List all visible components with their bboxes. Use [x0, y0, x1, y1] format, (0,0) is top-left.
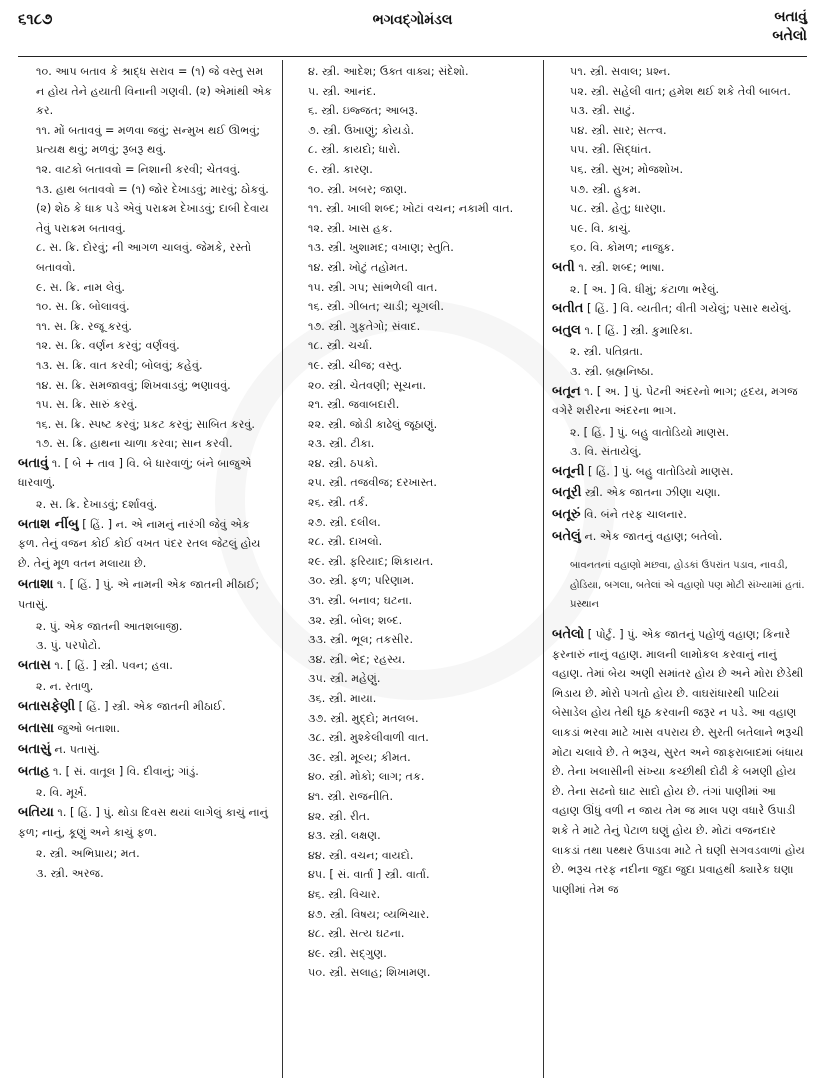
sense-line: ૧૪. સ. ક્રિ. સમજાવવું; શિખવાડવું; ભણાવવું. [36, 378, 231, 392]
dictionary-entry [552, 505, 807, 525]
sense-line: ૧૩. હાથ બતાવવો = (૧) જોર દેખાડવું; મારવું; ઠોકવું. (૨) શેઠ કે ધાક પડે એવું પરાક્રમ દેખાડવું; દાબી દેવાય તેવું પરાક્રમ બતાવવું. [36, 182, 269, 235]
sense-line: ૨૩. સ્ત્રી. ટીકા. [308, 437, 375, 451]
page-header [18, 8, 807, 52]
sense-line: ૧૮. સ્ત્રી. ચર્ચા. [308, 339, 373, 353]
sense-line: ૧૧. મોં બતાવવું = મળવા જવું; સન્મુખ થઈ ઊભવું; પ્રત્યક્ષ થવું; મળવું; રૂબરૂ થવું. [36, 123, 261, 157]
sense-line: ૩૩. સ્ત્રી. ભૂલ; તકસીર. [308, 633, 413, 647]
sense-line: ૧૦. સ્ત્રી. ખબર; જાણ. [308, 182, 408, 196]
sense-line: ૩૭. સ્ત્રી. મુદ્દો; મતલબ. [308, 711, 419, 725]
sense-line: ૧૦. આપ બતાવ કે શ્રાદ્ધ સરાવ = (૧) જે વસ્તુ સમ ન હોય તેને હયાતી વિનાની ગણવી. (૨) એમાંથી એક કર. [36, 65, 272, 118]
sense-line: ૩૧. સ્ત્રી. બનાવ; ઘટના. [308, 594, 413, 608]
sense-line: ૪૦. સ્ત્રી. મોકો; લાગ; તક. [308, 770, 425, 784]
dictionary-entry [552, 483, 807, 503]
sense-line: ૫૬. સ્ત્રી. સુખ; મોજશોખ. [570, 162, 684, 176]
sense-line: ૧૦. સ. ક્રિ. બોલાવવું. [36, 300, 130, 314]
sense-line: ૫૪. સ્ત્રી. સાર; સત્ત્વ. [570, 123, 667, 137]
definition-text: ૧. સ્ત્રી. શબ્દ; ભાષા. [574, 260, 665, 274]
definition-text: ૧. [ અ. ] પું. પેટની અંદરનો ભાગ; હૃદય, મગજ વગેરે શરીરના અંદરના ભાગ. [552, 384, 798, 418]
dictionary-entry [18, 803, 273, 842]
sense-line: ૯. સ. ક્રિ. નામ લેવું. [36, 280, 125, 294]
headword: બતાસું [18, 742, 51, 758]
sense-line: ૨૪. સ્ત્રી. ઠપકો. [308, 456, 378, 470]
sense-line: ૨૫. સ્ત્રી. તજવીજ; દરખાસ્ત. [308, 476, 437, 490]
definition-text: ન. પતાસું. [50, 743, 100, 757]
definition-text: [ પોર્ટુ. ] પું. એક જાતનું પહોળું વહાણ; કિનારે ફરનારું નાનું વહાણ. માલની લામોકલ કરવાનું નાનું વહાણ. તેમાં બેય અણી સમાંતર હોય છે અને મોરા છેડેથી ભિડાય છે. મોરો પગતો હોય છે. વાઘરાંધારથી પાટિયાં બેસાડેલ હોય તેથી ઘૂઠ કરવાની જરૂર ન પડે. આ વહાણ લાકડાં ભરવા માટે ખાસ વપરાય છે. સુરતી બતેલાને ભરૂચી મોટા ચલાવે છે. તે ભરૂચ, સુરત અને જાફરાબાદમાં બંધાય છે. તેના ખલાસીની સંખ્યા કચ્છીથી દોઢી કે બમણી હોય છે. તેના સઢનો ઘાટ સાદો હોય છે. તંગાં પાણીમાં આ વહાણ ઊંધું વળી ન જાય તેમ જ માલ પણ વધારે ઉપાડી શકે તે માટે તેનું પેટાળ ઘણું હોય છે. મોટાં વજનદાર લાકડાં તથા પથ્થર ઉપાડવા માટે તે ઘણી સગવડવાળાં હોય છે. ભરૂચ તરફ નદીના જુદા જુદા પ્રવાહથી ક્યારેક ઘણા પાણીમાં તેમ જ [552, 628, 805, 896]
definition-text: [ હિં. ] ન. એ નામનું નારંગી જેવું એક ફળ. તેનું વજન કોઈ કોઈ વખત પંદર રતલ જેટલું હોય છે. તેનું મૂળ વતન મલાયા છે. [18, 517, 261, 570]
sense-line: ૨૭. સ્ત્રી. દલીલ. [308, 515, 381, 529]
dictionary-entry [18, 762, 273, 782]
sense-line: ૨૨. સ્ત્રી. જોડી કાઢેલું જૂઠાણું. [308, 417, 438, 431]
headword: બતેલો [552, 627, 585, 643]
definition-text: ૧. [ હિં. ] સ્ત્રી. કુમારિકા. [580, 323, 693, 337]
definition-text: ૧. [ બે + તાવ ] વિ. બે ધારવાળું; બંને બાજુએ ધારવાળું. [18, 456, 252, 490]
sense-line: ૪૨. સ્ત્રી. રીત. [308, 809, 370, 823]
dictionary-entry [18, 575, 273, 614]
headword: બતાસ [18, 657, 51, 673]
sense-line: ૧૭. સ્ત્રી. ગુફતેગો; સંવાદ. [308, 319, 421, 333]
column-divider [543, 60, 544, 1078]
definition-text: વિ. બંને તરફ ચાલનાર. [580, 508, 687, 522]
sense-line: ૧૭. સ. ક્રિ. હાથના ચાળા કરવા; સાન કરવી. [36, 437, 233, 451]
sense-line: ૧૫. સ્ત્રી. ગપ; સાંભળેલી વાત. [308, 280, 438, 294]
sense-line: ૩૮. સ્ત્રી. મુશ્કેલીવાળી વાત. [308, 731, 429, 745]
sense-line: ૮. સ્ત્રી. કાયદો; ધારો. [308, 143, 401, 157]
definition-text: [ હિં. ] સ્ત્રી. એક જાતની મીઠાઈ. [75, 700, 226, 713]
sense-line: ૩. સ્ત્રી. અરજ. [36, 866, 104, 880]
headword: બતીત [552, 301, 584, 317]
sense-line: ૩. પું. પરપોટો. [36, 639, 101, 653]
sense-line: ૫૯. વિ. કાચું. [570, 221, 631, 235]
sense-line: ૨૯. સ્ત્રી. ફરિયાદ; શિકાયત. [308, 554, 434, 568]
dictionary-entry [552, 321, 807, 341]
sense-line: ૫૩. સ્ત્રી. સાટું. [570, 104, 636, 118]
sense-line: ૨૧. સ્ત્રી. જવાબદારી. [308, 398, 400, 412]
dictionary-entry [552, 258, 807, 278]
definition-text: ૧. [ હિં. ] પું. થોડા દિવસ થયાં લાગેલું કાચું નાનું ફળ; નાનું, કૂણું અને કાચું ફળ. [18, 805, 268, 839]
sense-line: ૩. વિ. સંતાયેલું. [570, 445, 642, 459]
sense-line: ૫૭. સ્ત્રી. હુકમ. [570, 182, 641, 196]
sense-line: ૨. સ્ત્રી. અભિપ્રાય; મત. [36, 847, 140, 861]
sense-line: ૪૭. સ્ત્રી. વિષય; વ્યભિચાર. [308, 907, 430, 921]
sense-line: ૪૬. સ્ત્રી. વિચાર. [308, 887, 381, 901]
headword: બતૂરી [552, 485, 582, 501]
definition-text: ૧. [ હિં. ] પું. એ નામની એક જાતની મીઠાઈ; પતાસું. [18, 578, 260, 612]
sense-line: ૨. [ અ. ] વિ. ધીમું; કંટાળા ભરેલું. [570, 282, 720, 296]
column-middle [290, 62, 533, 1077]
sense-line: ૨. સ. ક્રિ. દેખાડવું; દર્શાવવું. [36, 498, 158, 512]
headword: બતાશા [18, 577, 54, 593]
sense-line: ૫૫. સ્ત્રી. સિદ્ધાંત. [570, 143, 652, 157]
definition-text: ૧. [ સં. વાતૂલ ] વિ. દીવાનું; ગાંડું. [49, 764, 199, 778]
dictionary-entry [18, 515, 273, 574]
sense-line: ૨૬. સ્ત્રી. તર્ક. [308, 496, 369, 510]
sense-line: ૪૯. સ્ત્રી. સદ્ગુણ. [308, 946, 387, 960]
sense-line: ૧૩. સ્ત્રી. ખુશામદ; વખાણ; સ્તુતિ. [308, 241, 454, 255]
sense-line: ૬૦. વિ. કોમળ; નાજુક. [570, 241, 675, 255]
dictionary-entry [552, 527, 807, 547]
sense-line: ૫૨. સ્ત્રી. સહેલી વાત; હમેશ થઈ શકે તેવી બાબત. [570, 84, 791, 98]
definition-text: સ્ત્રી. એક જાતના ઝીણા ચણા. [581, 486, 721, 500]
dictionary-entry [18, 454, 273, 493]
definition-text: [ હિં. ] વિ. વ્યતીત; વીતી ગયેલું; પસાર થયેલું. [583, 302, 792, 316]
headword: બતિયા [18, 804, 54, 820]
sense-line: ૩૬. સ્ત્રી. માયા. [308, 692, 377, 705]
column-divider [282, 60, 283, 1078]
sense-line: ૩૯. સ્ત્રી. મૂલ્ય; કીમત. [308, 750, 411, 764]
sense-line: ૨૮. સ્ત્રી. દાખલો. [308, 535, 383, 549]
headword: બતૂની [552, 463, 585, 479]
sense-line: ૫૦. સ્ત્રી. સલાહ; શિખામણ. [308, 966, 431, 980]
dictionary-entry [552, 382, 807, 421]
guide-words [772, 8, 807, 46]
headword: બતાશ નીંબુ [18, 516, 79, 532]
sense-line: ૯. સ્ત્રી. કારણ. [308, 162, 373, 176]
dictionary-entry [552, 299, 807, 319]
dictionary-entry [18, 697, 273, 717]
dictionary-entry [552, 625, 807, 899]
headword: બતૂરું [552, 507, 581, 523]
sense-line: ૪૪. સ્ત્રી. વચન; વાયદો. [308, 848, 414, 862]
sense-line: ૪૧. સ્ત્રી. રાજનીતિ. [308, 789, 394, 803]
guide-word-last: બતેલો [772, 28, 807, 44]
sense-line: ૮. સ. ક્રિ. દોરવું; ની આગળ ચાલવું. જેમકે, રસ્તો બતાવવો. [36, 241, 252, 274]
citation-text: બાવનતનાં વહાણો મછવા, હોડકાં ઉપરાંત પડાવ, નાવડી, હોડિયા, બગલા, બતેલાં એ વહાણો પણ મોટી સંખ્યામાં હતાં. પ્રસ્થાન [570, 560, 805, 611]
sense-line: ૩. સ્ત્રી. બ્રહ્મનિષ્ઠા. [570, 364, 654, 378]
headword: બતુલ [552, 322, 581, 338]
definition-text: ન. એક જાતનું વહાણ; બતેલો. [580, 529, 723, 543]
sense-line: ૧૯. સ્ત્રી. ચીજ; વસ્તુ. [308, 358, 403, 372]
sense-line: ૬. સ્ત્રી. ઇજ્જત; આબરૂ. [308, 104, 419, 118]
sense-line: ૧૨. સ્ત્રી. ખાસ હક. [308, 221, 393, 235]
headword: બતેલું [552, 528, 581, 544]
sense-line: ૫૮. સ્ત્રી. હેતુ; ધારણા. [570, 202, 666, 216]
sense-line: ૨૦. સ્ત્રી. ચેતવણી; સૂચના. [308, 378, 427, 392]
definition-text: ૧. [ હિં. ] સ્ત્રી. પવન; હવા. [50, 658, 173, 672]
dictionary-entry [552, 462, 807, 482]
sense-line: ૧૧. સ્ત્રી. ખાલી શબ્દ; ખોટાં વચન; નકામી વાત. [308, 202, 514, 216]
sense-line: ૩૪. સ્ત્રી. ભેદ; રહસ્ય. [308, 652, 406, 666]
sense-line: ૪૫. [ સં. વાર્તા ] સ્ત્રી. વાર્તા. [308, 868, 430, 882]
sense-line: ૧૬. સ. ક્રિ. સ્પષ્ટ કરવું; પ્રકટ કરવું; સાબિત કરવું. [36, 417, 255, 431]
running-title: ભગવદ્ગોમંડલ [372, 12, 453, 28]
sense-line: ૨. [ હિં. ] પું. બહુ વાતોડિયો માણસ. [570, 425, 730, 439]
dictionary-entry [18, 656, 273, 676]
definition-text: જુઓ બતાશા. [53, 721, 120, 735]
sense-line: ૧૫. સ. ક્રિ. સારું કરવું. [36, 398, 138, 412]
headword: બતાસફેણી [18, 699, 76, 714]
sense-line: ૫. સ્ત્રી. આનંદ. [308, 84, 377, 98]
sense-line: ૧૪. સ્ત્રી. ખોટું તહોમત. [308, 260, 408, 274]
definition-text: [ હિં. ] પું. બહુ વાતોડિયો માણસ. [584, 464, 734, 478]
sense-line: ૭. સ્ત્રી. ઉખાણું; કોયડો. [308, 123, 415, 137]
sense-line: ૪૩. સ્ત્રી. લક્ષણ. [308, 829, 381, 843]
headword: બતાસા [18, 720, 54, 736]
guide-word-first: બતાવું [774, 9, 807, 25]
sense-line: ૨. સ્ત્રી. પતિવ્રતા. [570, 345, 643, 359]
sense-line: ૨. પું. એક જાતની આતશબાજી. [36, 619, 183, 633]
column-left [18, 62, 273, 1077]
sense-line: ૧૨. સ. ક્રિ. વર્ણન કરવું; વર્ણવવું. [36, 339, 180, 353]
headword: બતાહ [18, 763, 50, 779]
sense-line: ૩૫. સ્ત્રી. મહેણું. [308, 672, 381, 686]
sense-line: ૩૦. સ્ત્રી. ફળ; પરિણામ. [308, 574, 415, 588]
headword: બતી [552, 259, 575, 275]
header-rule [18, 56, 807, 57]
sense-line: ૧૬. સ્ત્રી. ગીબત; ચાડી; ચૂગલી. [308, 300, 444, 314]
headword: બતાવું [18, 455, 49, 471]
column-right [552, 62, 807, 1077]
sense-line: ૧૩. સ. ક્રિ. વાત કરવી; બોલવું; કહેવું. [36, 358, 203, 372]
sense-line: ૫૧. સ્ત્રી. સવાલ; પ્રશ્ન. [570, 65, 671, 78]
dictionary-entry [18, 719, 273, 739]
sense-line: ૩૨. સ્ત્રી. બોલ; શબ્દ. [308, 613, 403, 627]
sense-line: ૨. વિ. મૂર્ખ. [36, 786, 87, 800]
dictionary-entry [18, 740, 273, 760]
headword: બતૂન [552, 383, 581, 399]
sense-line: ૨. ન. રતાળુ. [36, 680, 94, 694]
sense-line: ૪૮. સ્ત્રી. સત્ય ઘટના. [308, 927, 405, 941]
sense-line: ૪. સ્ત્રી. આદેશ; ઉક્ત વાક્ય; સંદેશો. [308, 65, 469, 78]
page-number: ૬૧૮૭ [18, 10, 53, 28]
sense-line: ૧૧. સ. ક્રિ. રજૂ કરવું. [36, 319, 132, 333]
sense-line: ૧૨. વાટકો બતાવવો = નિશાની કરવી; ચેતવવું. [36, 162, 241, 176]
